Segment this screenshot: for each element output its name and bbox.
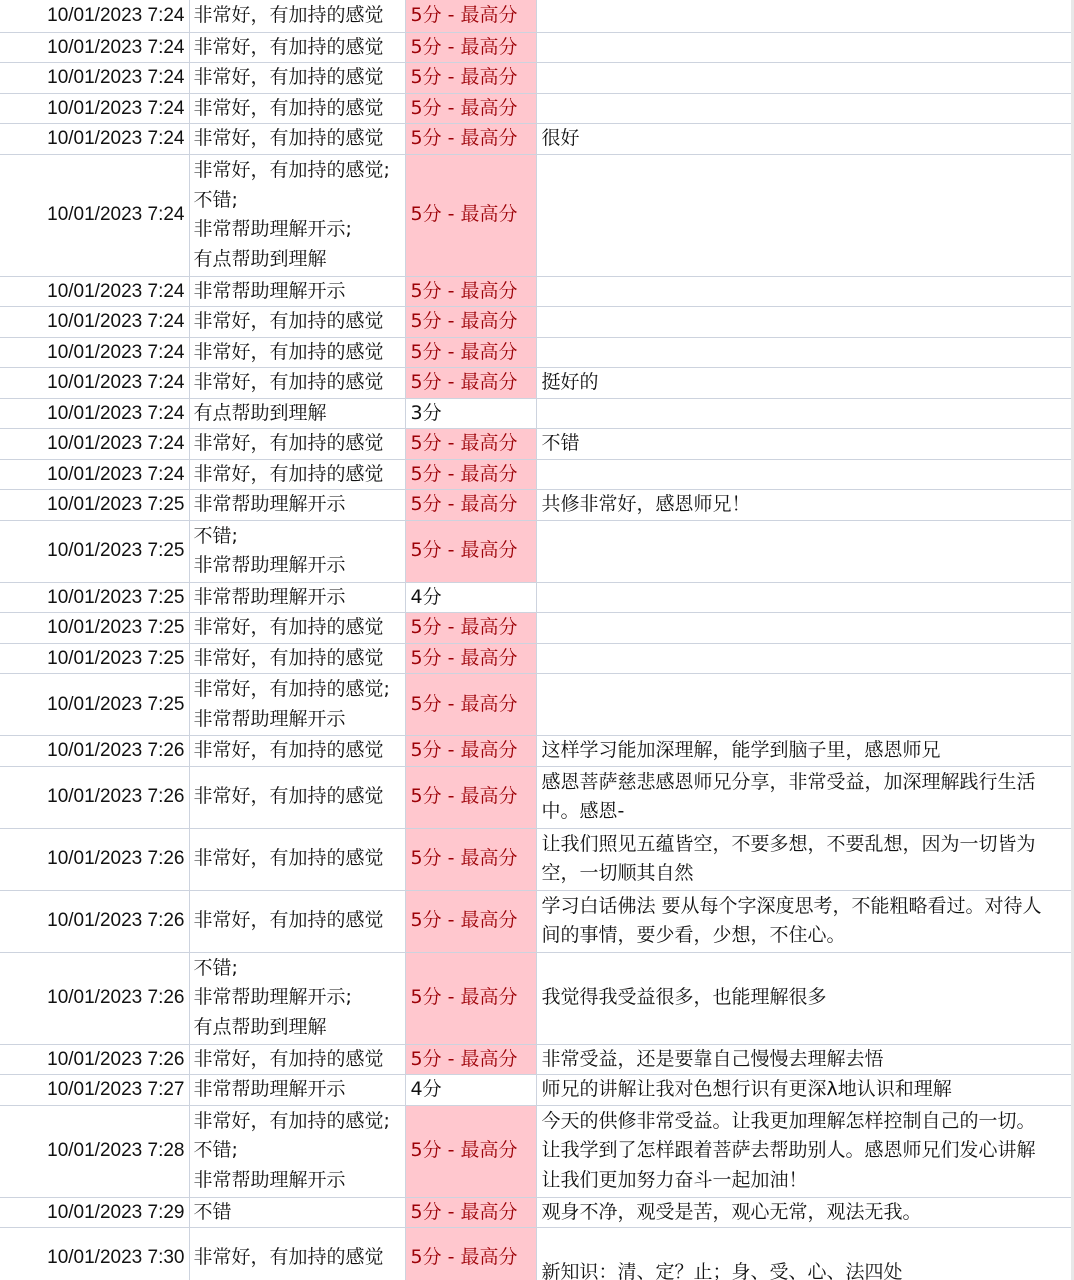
cell-score[interactable]: 5分 - 最高分 bbox=[405, 766, 536, 828]
cell-comment[interactable] bbox=[536, 93, 1074, 124]
comment-line: 今天的供修非常受益。让我更加理解怎样控制自己的一切。 bbox=[541, 1109, 1036, 1132]
feedback-line: 非常帮助理解开示; bbox=[193, 986, 352, 1009]
cell-timestamp[interactable]: 10/01/2023 7:24 bbox=[0, 63, 189, 94]
table-row bbox=[0, 613, 1074, 644]
cell-comment[interactable] bbox=[536, 32, 1074, 63]
feedback-line: 非常帮助理解开示 bbox=[193, 1078, 346, 1100]
table-row bbox=[0, 674, 1074, 736]
cell-feedback[interactable] bbox=[189, 398, 405, 429]
feedback-line: 非常帮助理解开示 bbox=[193, 554, 346, 576]
comment-line: 让我学到了怎样跟着菩萨去帮助别人。感恩师兄们发心讲解 bbox=[541, 1139, 1036, 1162]
cell-comment[interactable] bbox=[536, 520, 1074, 582]
comment-line: 师兄的讲解让我对色想行识有更深λ地认识和理解 bbox=[541, 1078, 952, 1100]
comment-line bbox=[542, 1228, 1069, 1258]
feedback-line: 非常帮助理解开示 bbox=[193, 279, 346, 302]
cell-feedback[interactable] bbox=[189, 459, 405, 490]
cell-timestamp[interactable]: 10/01/2023 7:24 bbox=[0, 368, 189, 399]
feedback-line: 非常好，有加持的感觉 bbox=[193, 4, 384, 26]
cell-timestamp[interactable]: 10/01/2023 7:24 bbox=[0, 124, 189, 155]
cell-score[interactable]: 5分 - 最高分 bbox=[405, 890, 536, 952]
cell-score[interactable]: 5分 - 最高分 bbox=[405, 459, 536, 490]
cell-comment[interactable] bbox=[536, 1105, 1074, 1197]
feedback-line: 非常好，有加持的感觉 bbox=[193, 310, 384, 332]
cell-timestamp[interactable]: 10/01/2023 7:26 bbox=[0, 952, 189, 1044]
comment-line: 共修非常好，感恩师兄！ bbox=[541, 493, 751, 515]
cell-score[interactable]: 5分 - 最高分 bbox=[405, 828, 536, 890]
comment-line: 感恩菩萨慈悲感恩师兄分享，非常受益，加深理解践行生活 bbox=[541, 770, 1036, 793]
table-row bbox=[0, 890, 1074, 952]
comment-line: 挺好的 bbox=[541, 371, 599, 393]
cell-feedback[interactable] bbox=[189, 1044, 405, 1075]
cell-timestamp[interactable]: 10/01/2023 7:26 bbox=[0, 736, 189, 767]
cell-timestamp[interactable]: 10/01/2023 7:25 bbox=[0, 520, 189, 582]
cell-timestamp[interactable]: 10/01/2023 7:25 bbox=[0, 613, 189, 644]
cell-feedback[interactable] bbox=[189, 643, 405, 674]
cell-score[interactable]: 5分 - 最高分 bbox=[405, 63, 536, 94]
comment-line: 中。感恩- bbox=[541, 800, 625, 822]
table-row bbox=[0, 276, 1074, 307]
cell-score[interactable]: 5分 - 最高分 bbox=[405, 429, 536, 460]
cell-comment[interactable] bbox=[536, 1228, 1074, 1280]
table-row bbox=[0, 1197, 1074, 1228]
table-row bbox=[0, 459, 1074, 490]
feedback-line: 非常好，有加持的感觉 bbox=[193, 371, 384, 393]
cell-timestamp[interactable]: 10/01/2023 7:24 bbox=[0, 307, 189, 338]
cell-comment[interactable] bbox=[536, 674, 1074, 736]
cell-score[interactable]: 5分 - 最高分 bbox=[405, 276, 536, 307]
cell-feedback[interactable] bbox=[189, 674, 405, 736]
cell-score[interactable]: 5分 - 最高分 bbox=[405, 1197, 536, 1228]
table-row bbox=[0, 952, 1074, 1044]
cell-score[interactable]: 3分 bbox=[405, 398, 536, 429]
table-row bbox=[0, 1228, 1074, 1280]
feedback-line: 非常好，有加持的感觉 bbox=[193, 127, 384, 149]
table-row bbox=[0, 154, 1074, 276]
cell-feedback[interactable] bbox=[189, 736, 405, 767]
comment-line: 观身不净，观受是苦，观心无常，观法无我。 bbox=[541, 1200, 922, 1223]
cell-timestamp[interactable]: 10/01/2023 7:24 bbox=[0, 429, 189, 460]
cell-feedback[interactable] bbox=[189, 1228, 405, 1280]
cell-comment[interactable] bbox=[536, 154, 1074, 276]
cell-comment[interactable] bbox=[536, 490, 1074, 521]
comment-line: 我觉得我受益很多，也能理解很多 bbox=[541, 986, 827, 1009]
cell-timestamp[interactable]: 10/01/2023 7:26 bbox=[0, 1044, 189, 1075]
cell-feedback[interactable] bbox=[189, 490, 405, 521]
cell-comment[interactable] bbox=[536, 890, 1074, 952]
cell-comment[interactable] bbox=[536, 276, 1074, 307]
cell-score[interactable]: 5分 - 最高分 bbox=[405, 154, 536, 276]
table-row bbox=[0, 766, 1074, 828]
cell-comment[interactable] bbox=[536, 828, 1074, 890]
cell-feedback[interactable] bbox=[189, 766, 405, 828]
table-row bbox=[0, 368, 1074, 399]
feedback-line: 非常帮助理解开示 bbox=[193, 1168, 346, 1191]
cell-timestamp[interactable]: 10/01/2023 7:25 bbox=[0, 582, 189, 613]
feedback-line: 非常好，有加持的感觉 bbox=[193, 432, 384, 454]
table-row bbox=[0, 93, 1074, 124]
comment-line: 让我们更加努力奋斗一起加油！ bbox=[541, 1168, 808, 1191]
cell-score[interactable]: 5分 - 最高分 bbox=[405, 952, 536, 1044]
feedback-line: 非常好，有加持的感觉 bbox=[193, 35, 384, 58]
table-row bbox=[0, 490, 1074, 521]
cell-comment[interactable] bbox=[536, 124, 1074, 155]
comment-line: 学习白话佛法 要从每个字深度思考，不能粗略看过。对待人 bbox=[541, 894, 1042, 917]
feedback-line: 有点帮助到理解 bbox=[193, 1015, 327, 1038]
comment-line: 新知识：清、定？止；身、受、心、法四处 bbox=[541, 1260, 903, 1280]
cell-feedback[interactable] bbox=[189, 582, 405, 613]
cell-comment[interactable] bbox=[536, 0, 1074, 32]
cell-feedback[interactable] bbox=[189, 1075, 405, 1106]
feedback-line: 非常好，有加持的感觉 bbox=[193, 1245, 384, 1268]
comment-line: 空，一切顺其自然 bbox=[541, 862, 694, 884]
cell-feedback[interactable] bbox=[189, 32, 405, 63]
cell-timestamp[interactable]: 10/01/2023 7:24 bbox=[0, 276, 189, 307]
cell-timestamp[interactable]: 10/01/2023 7:27 bbox=[0, 1075, 189, 1106]
cell-score[interactable]: 5分 - 最高分 bbox=[405, 337, 536, 368]
cell-timestamp[interactable]: 10/01/2023 7:24 bbox=[0, 0, 189, 32]
cell-feedback[interactable] bbox=[189, 154, 405, 276]
feedback-line: 非常好，有加持的感觉 bbox=[193, 340, 384, 363]
cell-feedback[interactable] bbox=[189, 952, 405, 1044]
cell-feedback[interactable] bbox=[189, 93, 405, 124]
cell-feedback[interactable] bbox=[189, 613, 405, 644]
cell-feedback[interactable] bbox=[189, 368, 405, 399]
cell-timestamp[interactable]: 10/01/2023 7:25 bbox=[0, 674, 189, 736]
feedback-line: 非常好，有加持的感觉 bbox=[193, 66, 384, 88]
cell-comment[interactable] bbox=[536, 1197, 1074, 1228]
comment-line: 不错 bbox=[541, 432, 580, 454]
feedback-line: 非常好，有加持的感觉; bbox=[193, 159, 390, 181]
cell-comment[interactable] bbox=[536, 337, 1074, 368]
cell-score[interactable]: 5分 - 最高分 bbox=[405, 736, 536, 767]
feedback-line: 非常帮助理解开示 bbox=[193, 493, 346, 515]
cell-score[interactable]: 5分 - 最高分 bbox=[405, 124, 536, 155]
table-row bbox=[0, 32, 1074, 63]
cell-timestamp[interactable]: 10/01/2023 7:24 bbox=[0, 154, 189, 276]
table-row bbox=[0, 520, 1074, 582]
cell-score[interactable]: 5分 - 最高分 bbox=[405, 1228, 536, 1280]
cell-feedback[interactable] bbox=[189, 1197, 405, 1228]
cell-timestamp[interactable]: 10/01/2023 7:24 bbox=[0, 459, 189, 490]
comment-line: 让我们照见五蕴皆空，不要多想，不要乱想，因为一切皆为 bbox=[541, 832, 1036, 855]
feedback-line: 有点帮助到理解 bbox=[193, 401, 327, 424]
table-row bbox=[0, 429, 1074, 460]
cell-comment[interactable] bbox=[536, 1075, 1074, 1106]
feedback-line: 非常好，有加持的感觉 bbox=[193, 785, 384, 808]
comment-line: 这样学习能加深理解，能学到脑子里，感恩师兄 bbox=[541, 739, 941, 761]
feedback-line: 非常帮助理解开示 bbox=[193, 585, 346, 608]
cell-timestamp[interactable]: 10/01/2023 7:24 bbox=[0, 93, 189, 124]
table-row bbox=[0, 0, 1074, 32]
cell-timestamp[interactable]: 10/01/2023 7:24 bbox=[0, 398, 189, 429]
cell-comment[interactable] bbox=[536, 613, 1074, 644]
table-row bbox=[0, 398, 1074, 429]
cell-score[interactable]: 5分 - 最高分 bbox=[405, 643, 536, 674]
table-row bbox=[0, 643, 1074, 674]
table-row bbox=[0, 1105, 1074, 1197]
cell-comment[interactable] bbox=[536, 307, 1074, 338]
cell-comment[interactable] bbox=[536, 952, 1074, 1044]
feedback-line: 非常好，有加持的感觉 bbox=[193, 96, 384, 119]
cell-timestamp[interactable]: 10/01/2023 7:26 bbox=[0, 890, 189, 952]
cell-comment[interactable] bbox=[536, 766, 1074, 828]
cell-score[interactable]: 5分 - 最高分 bbox=[405, 32, 536, 63]
table-row bbox=[0, 1075, 1074, 1106]
table-row bbox=[0, 307, 1074, 338]
cell-score[interactable]: 5分 - 最高分 bbox=[405, 368, 536, 399]
cell-timestamp[interactable]: 10/01/2023 7:28 bbox=[0, 1105, 189, 1197]
cell-comment[interactable] bbox=[536, 643, 1074, 674]
cell-feedback[interactable] bbox=[189, 429, 405, 460]
feedback-line: 有点帮助到理解 bbox=[193, 247, 327, 270]
feedback-line: 不错 bbox=[193, 1200, 232, 1223]
feedback-line: 非常好，有加持的感觉 bbox=[193, 616, 384, 638]
feedback-line: 非常好，有加持的感觉; bbox=[193, 1109, 390, 1132]
comment-line: 很好 bbox=[541, 127, 580, 149]
cell-feedback[interactable] bbox=[189, 276, 405, 307]
cell-score[interactable]: 5分 - 最高分 bbox=[405, 307, 536, 338]
cell-feedback[interactable] bbox=[189, 0, 405, 32]
table-row bbox=[0, 124, 1074, 155]
cell-timestamp[interactable]: 10/01/2023 7:25 bbox=[0, 490, 189, 521]
table-row bbox=[0, 1044, 1074, 1075]
cell-score[interactable]: 5分 - 最高分 bbox=[405, 490, 536, 521]
cell-comment[interactable] bbox=[536, 398, 1074, 429]
table-row bbox=[0, 828, 1074, 890]
cell-comment[interactable] bbox=[536, 63, 1074, 94]
cell-timestamp[interactable]: 10/01/2023 7:29 bbox=[0, 1197, 189, 1228]
cell-timestamp[interactable]: 10/01/2023 7:30 bbox=[0, 1228, 189, 1280]
table-row bbox=[0, 736, 1074, 767]
cell-comment[interactable] bbox=[536, 429, 1074, 460]
cell-timestamp[interactable]: 10/01/2023 7:24 bbox=[0, 32, 189, 63]
feedback-line: 非常好，有加持的感觉 bbox=[193, 847, 384, 870]
feedback-line: 不错; bbox=[193, 524, 238, 547]
feedback-line: 不错; bbox=[193, 188, 238, 211]
cell-timestamp[interactable]: 10/01/2023 7:26 bbox=[0, 828, 189, 890]
cell-feedback[interactable] bbox=[189, 520, 405, 582]
feedback-line: 不错; bbox=[193, 1139, 238, 1162]
cell-comment[interactable] bbox=[536, 1044, 1074, 1075]
feedback-line: 非常帮助理解开示 bbox=[193, 707, 346, 730]
cell-score[interactable]: 5分 - 最高分 bbox=[405, 1105, 536, 1197]
table-row bbox=[0, 63, 1074, 94]
cell-comment[interactable] bbox=[536, 459, 1074, 490]
cell-feedback[interactable] bbox=[189, 124, 405, 155]
cell-feedback[interactable] bbox=[189, 63, 405, 94]
feedback-line: 非常好，有加持的感觉 bbox=[193, 1047, 384, 1070]
cell-timestamp[interactable]: 10/01/2023 7:25 bbox=[0, 643, 189, 674]
cell-score[interactable]: 5分 - 最高分 bbox=[405, 613, 536, 644]
feedback-line: 非常好，有加持的感觉 bbox=[193, 739, 384, 761]
cell-comment[interactable] bbox=[536, 368, 1074, 399]
feedback-line: 非常好，有加持的感觉; bbox=[193, 678, 390, 700]
feedback-line: 非常帮助理解开示; bbox=[193, 218, 352, 240]
feedback-line: 非常好，有加持的感觉 bbox=[193, 909, 384, 932]
table-row bbox=[0, 337, 1074, 368]
feedback-line: 不错; bbox=[193, 956, 238, 979]
table-row bbox=[0, 582, 1074, 613]
cell-comment[interactable] bbox=[536, 582, 1074, 613]
feedback-line: 非常好，有加持的感觉 bbox=[193, 462, 384, 485]
cell-score[interactable]: 5分 - 最高分 bbox=[405, 1044, 536, 1075]
cell-comment[interactable] bbox=[536, 736, 1074, 767]
cell-score[interactable]: 5分 - 最高分 bbox=[405, 93, 536, 124]
feedback-line: 非常好，有加持的感觉 bbox=[193, 646, 384, 669]
cell-feedback[interactable] bbox=[189, 1105, 405, 1197]
cell-score[interactable]: 5分 - 最高分 bbox=[405, 520, 536, 582]
cell-score[interactable]: 5分 - 最高分 bbox=[405, 0, 536, 32]
cell-score[interactable]: 4分 bbox=[405, 582, 536, 613]
cell-score[interactable]: 5分 - 最高分 bbox=[405, 674, 536, 736]
comment-line: 非常受益，还是要靠自己慢慢去理解去悟 bbox=[541, 1047, 884, 1070]
comment-line: 间的事情，要少看，少想，不住心。 bbox=[541, 924, 846, 946]
cell-feedback[interactable] bbox=[189, 890, 405, 952]
cell-feedback[interactable] bbox=[189, 337, 405, 368]
cell-score[interactable]: 4分 bbox=[405, 1075, 536, 1106]
cell-feedback[interactable] bbox=[189, 307, 405, 338]
cell-timestamp[interactable]: 10/01/2023 7:26 bbox=[0, 766, 189, 828]
cell-timestamp[interactable]: 10/01/2023 7:24 bbox=[0, 337, 189, 368]
cell-feedback[interactable] bbox=[189, 828, 405, 890]
